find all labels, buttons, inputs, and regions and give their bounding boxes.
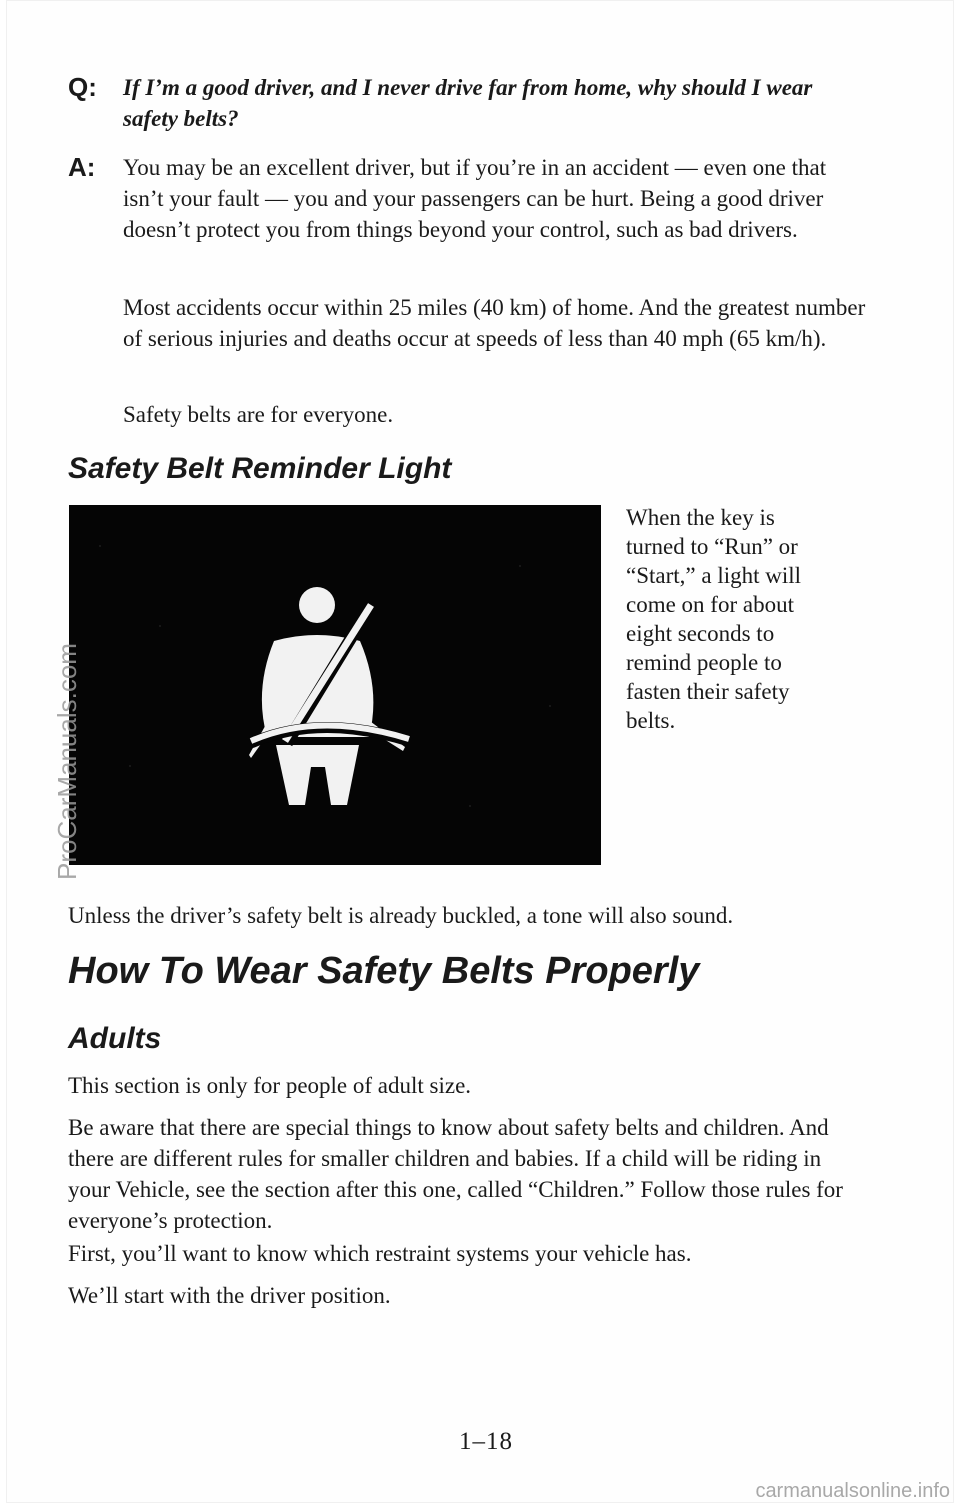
restraint-systems-paragraph: First, you’ll want to know which restraint systems your vehicle has. xyxy=(68,1241,692,1266)
adults-subheading: Adults xyxy=(68,1022,162,1055)
accident-statistics-paragraph: Most accidents occur within 25 miles (40 km) of home. And the greatest number of serious injuries and deaths occur at speeds of less than 40 mph (65 km/h). xyxy=(123,295,866,351)
adult-size-paragraph: This section is only for people of adult size. xyxy=(68,1073,472,1098)
seatbelt-warning-icon xyxy=(69,505,601,865)
belts-for-everyone-paragraph: Safety belts are for everyone. xyxy=(123,402,394,427)
question-block xyxy=(68,72,868,134)
reminder-light-description: When the key is turned to “Run” or “Start,” a light will come on for about eight seconds to remind people to fasten their safety belts. xyxy=(626,505,802,733)
page-number: 1–18 xyxy=(459,1428,513,1455)
driver-position-paragraph: We’ll start with the driver position. xyxy=(68,1283,391,1308)
seatbelt-warning-figure xyxy=(69,505,601,865)
answer-text: You may be an excellent driver, but if you’re in an accident — even one that isn’t your fault — you and your passengers can be hurt. Being a good driver doesn’t protect you from things beyond your control, such as bad drivers. xyxy=(123,155,827,242)
wear-belts-heading: How To Wear Safety Belts Properly xyxy=(68,950,700,992)
question-mark: Q: xyxy=(68,72,97,102)
bottom-watermark: carmanualsonline.info xyxy=(755,1480,950,1502)
answer-mark: A: xyxy=(68,152,96,182)
manual-page xyxy=(6,0,954,1503)
reminder-light-heading: Safety Belt Reminder Light xyxy=(68,452,452,485)
children-rules-paragraph: Be aware that there are special things to know about safety belts and children. And there are different rules for smaller children and babies. If a child will be riding in your Vehicle, see the section after this one, called “Children.” Follow those rules for everyone’s protection. xyxy=(68,1115,843,1233)
tone-paragraph: Unless the driver’s safety belt is already buckled, a tone will also sound. xyxy=(68,903,734,928)
left-watermark: ProCarManuals.com xyxy=(52,643,82,880)
answer-block xyxy=(68,152,868,245)
question-text: If I’m a good driver, and I never drive far from home, why should I wear safety belts? xyxy=(123,75,813,131)
